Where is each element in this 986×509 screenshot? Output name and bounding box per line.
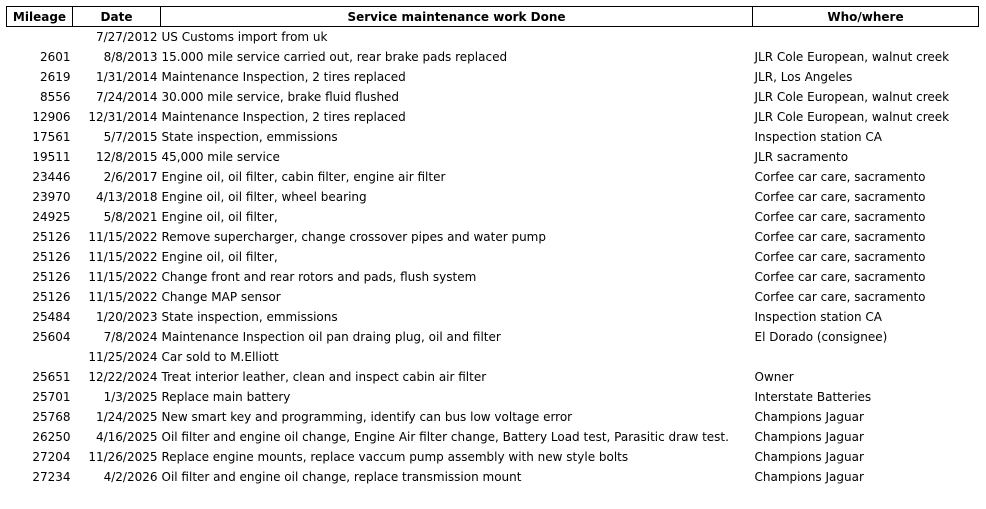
- cell-who[interactable]: JLR Cole European, walnut creek: [754, 90, 950, 104]
- table-row: [7, 67, 979, 87]
- cell-work[interactable]: New smart key and programming, identify can bus low voltage error: [161, 410, 573, 424]
- cell-who[interactable]: Interstate Batteries: [754, 390, 872, 404]
- cell-who[interactable]: Champions Jaguar: [754, 470, 864, 484]
- cell-work[interactable]: Change front and rear rotors and pads, flush system: [161, 270, 477, 284]
- table-row: [7, 427, 979, 447]
- column-header-work[interactable]: Service maintenance work Done: [161, 7, 753, 27]
- table-row: [7, 207, 979, 227]
- cell-who[interactable]: Inspection station CA: [754, 130, 882, 144]
- cell-mileage[interactable]: 25126: [32, 230, 71, 244]
- cell-work[interactable]: State inspection, emmissions: [161, 130, 338, 144]
- cell-mileage[interactable]: 25484: [32, 310, 71, 324]
- cell-date[interactable]: 1/24/2025: [95, 410, 158, 424]
- cell-work[interactable]: Maintenance Inspection, 2 tires replaced: [161, 70, 406, 84]
- service-log-table: [6, 6, 979, 487]
- cell-mileage[interactable]: 2601: [39, 50, 71, 64]
- cell-mileage[interactable]: 25126: [32, 290, 71, 304]
- header-row: [7, 7, 979, 27]
- cell-work[interactable]: 15.000 mile service carried out, rear brake pads replaced: [161, 50, 508, 64]
- cell-mileage[interactable]: 25768: [32, 410, 71, 424]
- table-row: [7, 407, 979, 427]
- cell-date[interactable]: 11/15/2022: [88, 270, 158, 284]
- table-row: [7, 187, 979, 207]
- cell-mileage[interactable]: 17561: [32, 130, 71, 144]
- cell-work[interactable]: US Customs import from uk: [161, 30, 328, 44]
- cell-who[interactable]: Champions Jaguar: [754, 450, 864, 464]
- cell-work[interactable]: Engine oil, oil filter, cabin filter, engine air filter: [161, 170, 446, 184]
- table-row: [7, 387, 979, 407]
- cell-mileage[interactable]: 24925: [32, 210, 71, 224]
- cell-who[interactable]: El Dorado (consignee): [754, 330, 888, 344]
- cell-who[interactable]: Corfee car care, sacramento: [754, 170, 926, 184]
- table-row: [7, 327, 979, 347]
- table-row: [7, 127, 979, 147]
- cell-mileage[interactable]: 25604: [32, 330, 71, 344]
- cell-date[interactable]: 7/24/2014: [95, 90, 158, 104]
- cell-mileage[interactable]: 2619: [39, 70, 71, 84]
- cell-date[interactable]: 2/6/2017: [103, 170, 158, 184]
- table-row: [7, 107, 979, 127]
- cell-who[interactable]: Corfee car care, sacramento: [754, 190, 926, 204]
- cell-date[interactable]: 5/7/2015: [103, 130, 158, 144]
- service-log-sheet: [6, 6, 978, 487]
- cell-date[interactable]: 12/8/2015: [95, 150, 158, 164]
- cell-date[interactable]: 7/27/2012: [95, 30, 158, 44]
- table-row: [7, 287, 979, 307]
- cell-mileage[interactable]: 26250: [32, 430, 71, 444]
- cell-work[interactable]: Maintenance Inspection oil pan draing plug, oil and filter: [161, 330, 501, 344]
- cell-work[interactable]: Replace main battery: [161, 390, 291, 404]
- cell-who[interactable]: Corfee car care, sacramento: [754, 230, 926, 244]
- cell-date[interactable]: 4/16/2025: [95, 430, 158, 444]
- table-row: [7, 307, 979, 327]
- table-row: [7, 347, 979, 367]
- cell-date[interactable]: 12/22/2024: [88, 370, 158, 384]
- cell-mileage[interactable]: 25701: [32, 390, 71, 404]
- cell-who[interactable]: Corfee car care, sacramento: [754, 270, 926, 284]
- cell-mileage[interactable]: 25126: [32, 250, 71, 264]
- cell-mileage[interactable]: [7, 27, 73, 48]
- cell-work[interactable]: Treat interior leather, clean and inspect cabin air filter: [161, 370, 487, 384]
- cell-work[interactable]: Car sold to M.Elliott: [161, 350, 279, 364]
- cell-mileage[interactable]: 12906: [32, 110, 71, 124]
- cell-date[interactable]: 11/26/2025: [88, 450, 158, 464]
- cell-who[interactable]: Corfee car care, sacramento: [754, 250, 926, 264]
- table-row: [7, 147, 979, 167]
- table-row: [7, 87, 979, 107]
- cell-work[interactable]: 45,000 mile service: [161, 150, 280, 164]
- cell-date[interactable]: 11/25/2024: [88, 350, 158, 364]
- cell-date[interactable]: 8/8/2013: [103, 50, 158, 64]
- cell-work[interactable]: Change MAP sensor: [161, 290, 281, 304]
- cell-work[interactable]: Replace engine mounts, replace vaccum pump assembly with new style bolts: [161, 450, 629, 464]
- table-row: [7, 467, 979, 487]
- table-row: [7, 227, 979, 247]
- cell-date[interactable]: 1/3/2025: [103, 390, 158, 404]
- cell-mileage[interactable]: 27204: [32, 450, 71, 464]
- service-log-body: [7, 27, 979, 488]
- column-header-date[interactable]: Date: [73, 7, 161, 27]
- cell-work[interactable]: State inspection, emmissions: [161, 310, 338, 324]
- cell-mileage[interactable]: 27234: [32, 470, 71, 484]
- table-row: [7, 447, 979, 467]
- cell-who[interactable]: JLR Cole European, walnut creek: [754, 110, 950, 124]
- cell-work[interactable]: Remove supercharger, change crossover pipes and water pump: [161, 230, 546, 244]
- cell-who[interactable]: JLR sacramento: [754, 150, 849, 164]
- cell-mileage[interactable]: 23446: [32, 170, 71, 184]
- cell-mileage[interactable]: 25126: [32, 270, 71, 284]
- cell-mileage[interactable]: 8556: [39, 90, 71, 104]
- column-header-mileage[interactable]: Mileage: [7, 7, 73, 27]
- cell-work[interactable]: 30.000 mile service, brake fluid flushed: [161, 90, 400, 104]
- cell-work[interactable]: Oil filter and engine oil change, Engine Air filter change, Battery Load test, Parasitic draw test.: [161, 430, 729, 444]
- cell-date[interactable]: 11/15/2022: [88, 290, 158, 304]
- cell-date[interactable]: 11/15/2022: [88, 230, 158, 244]
- cell-who[interactable]: [753, 347, 979, 367]
- cell-date[interactable]: 12/31/2014: [88, 110, 158, 124]
- cell-work[interactable]: Oil filter and engine oil change, replace transmission mount: [161, 470, 522, 484]
- cell-date[interactable]: 5/8/2021: [103, 210, 158, 224]
- cell-who[interactable]: Corfee car care, sacramento: [754, 210, 926, 224]
- cell-date[interactable]: 4/2/2026: [103, 470, 158, 484]
- table-row: [7, 267, 979, 287]
- cell-work[interactable]: Engine oil, oil filter,: [161, 210, 278, 224]
- table-row: [7, 47, 979, 67]
- cell-who[interactable]: Owner: [754, 370, 794, 384]
- table-row: [7, 247, 979, 267]
- cell-who[interactable]: Champions Jaguar: [754, 410, 864, 424]
- cell-date[interactable]: 11/15/2022: [88, 250, 158, 264]
- cell-date[interactable]: 4/13/2018: [95, 190, 158, 204]
- cell-mileage[interactable]: 25651: [32, 370, 71, 384]
- cell-mileage[interactable]: 19511: [32, 150, 71, 164]
- cell-mileage[interactable]: 23970: [32, 190, 71, 204]
- cell-who[interactable]: JLR, Los Angeles: [754, 70, 853, 84]
- cell-work[interactable]: Engine oil, oil filter, wheel bearing: [161, 190, 367, 204]
- column-header-who[interactable]: Who/where: [753, 7, 979, 27]
- cell-work[interactable]: Maintenance Inspection, 2 tires replaced: [161, 110, 406, 124]
- cell-mileage[interactable]: [7, 347, 73, 367]
- table-row: [7, 167, 979, 187]
- cell-work[interactable]: Engine oil, oil filter,: [161, 250, 278, 264]
- cell-who[interactable]: Champions Jaguar: [754, 430, 864, 444]
- table-row: [7, 367, 979, 387]
- cell-date[interactable]: 1/31/2014: [95, 70, 158, 84]
- cell-who[interactable]: [753, 27, 979, 48]
- cell-who[interactable]: Inspection station CA: [754, 310, 882, 324]
- cell-date[interactable]: 7/8/2024: [103, 330, 158, 344]
- cell-who[interactable]: JLR Cole European, walnut creek: [754, 50, 950, 64]
- table-row: [7, 27, 979, 48]
- cell-date[interactable]: 1/20/2023: [95, 310, 158, 324]
- cell-who[interactable]: Corfee car care, sacramento: [754, 290, 926, 304]
